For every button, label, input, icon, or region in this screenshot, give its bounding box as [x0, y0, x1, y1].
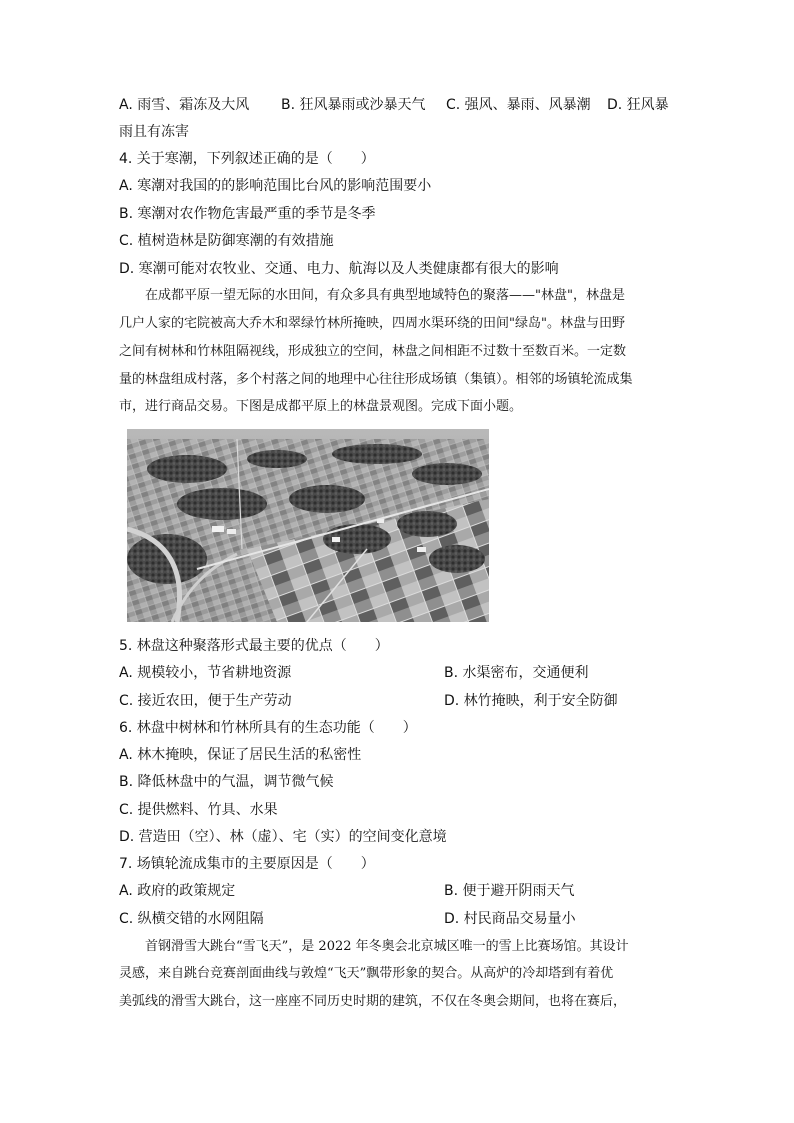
- passage2-line: 美弧线的滑雪大跳台，这一座座不同历史时期的建筑，不仅在冬奥会期间，也将在赛后，: [119, 994, 627, 1009]
- q4-stem: 4. 关于寒潮，下列叙述正确的是（ ）: [119, 151, 375, 167]
- q6-option-a: A. 林木掩映，保证了居民生活的私密性: [119, 747, 362, 763]
- q4-option-b: B. 寒潮对农作物危害最严重的季节是冬季: [119, 206, 376, 222]
- q3-option-d: D. 狂风暴: [607, 97, 669, 113]
- passage1-line: 几户人家的宅院被高大乔木和翠绿竹林所掩映，四周水渠环绕的田间"绿岛"。林盘与田野: [119, 316, 625, 331]
- linpan-aerial-photo: [127, 429, 489, 622]
- q5-option-a: A. 规模较小，节省耕地资源: [119, 665, 292, 681]
- q7-option-c: C. 纵横交错的水网阻隔: [119, 911, 264, 927]
- passage1-line: 在成都平原一望无际的水田间，有众多具有典型地域特色的聚落——"林盘"，林盘是: [119, 288, 625, 303]
- q6-option-b: B. 降低林盘中的气温，调节微气候: [119, 774, 334, 790]
- q4-option-a: A. 寒潮对我国的的影响范围比台风的影响范围要小: [119, 178, 432, 194]
- passage1-line: 市，进行商品交易。下图是成都平原上的林盘景观图。完成下面小题。: [119, 399, 523, 414]
- q6-option-c: C. 提供燃料、竹具、水果: [119, 802, 278, 818]
- q3-option-c: C. 强风、暴雨、风暴潮: [446, 97, 591, 113]
- passage1-line: 之间有树林和竹林阻隔视线，形成独立的空间，林盘之间相距不过数十至数百米。一定数: [119, 344, 627, 359]
- q5-option-b: B. 水渠密布，交通便利: [444, 665, 589, 681]
- passage2-line: 灵感，来自跳台竞赛剖面曲线与敦煌“飞天”飘带形象的契合。从高炉的冷却塔到有着优: [119, 966, 614, 981]
- q4-option-d: D. 寒潮可能对农牧业、交通、电力、航海以及人类健康都有很大的影响: [119, 261, 559, 277]
- q3-option-d-continuation: 雨且有冻害: [119, 124, 189, 140]
- q7-option-a: A. 政府的政策规定: [119, 883, 236, 899]
- q6-stem: 6. 林盘中树林和竹林所具有的生态功能（ ）: [119, 720, 417, 736]
- q7-option-b: B. 便于避开阴雨天气: [444, 883, 575, 899]
- q6-option-d: D. 营造田（空）、林（虚）、宅（实）的空间变化意境: [119, 829, 447, 845]
- q3-option-b: B. 狂风暴雨或沙暴天气: [281, 97, 426, 113]
- q7-stem: 7. 场镇轮流成集市的主要原因是（ ）: [119, 856, 375, 872]
- q5-option-c: C. 接近农田，便于生产劳动: [119, 693, 292, 709]
- q3-option-a: A. 雨雪、霜冻及大风: [119, 97, 250, 113]
- q5-stem: 5. 林盘这种聚落形式最主要的优点（ ）: [119, 638, 389, 654]
- q5-option-d: D. 林竹掩映，利于安全防御: [444, 693, 618, 709]
- passage2-line: 首钢滑雪大跳台“雪飞天”，是 2022 年冬奥会北京城区唯一的雪上比赛场馆。其设计: [119, 939, 629, 954]
- q7-option-d: D. 村民商品交易量小: [444, 911, 576, 927]
- q4-option-c: C. 植树造林是防御寒潮的有效措施: [119, 233, 334, 249]
- passage1-line: 量的林盘组成村落，多个村落之间的地理中心往往形成场镇（集镇）。相邻的场镇轮流成集: [119, 372, 633, 387]
